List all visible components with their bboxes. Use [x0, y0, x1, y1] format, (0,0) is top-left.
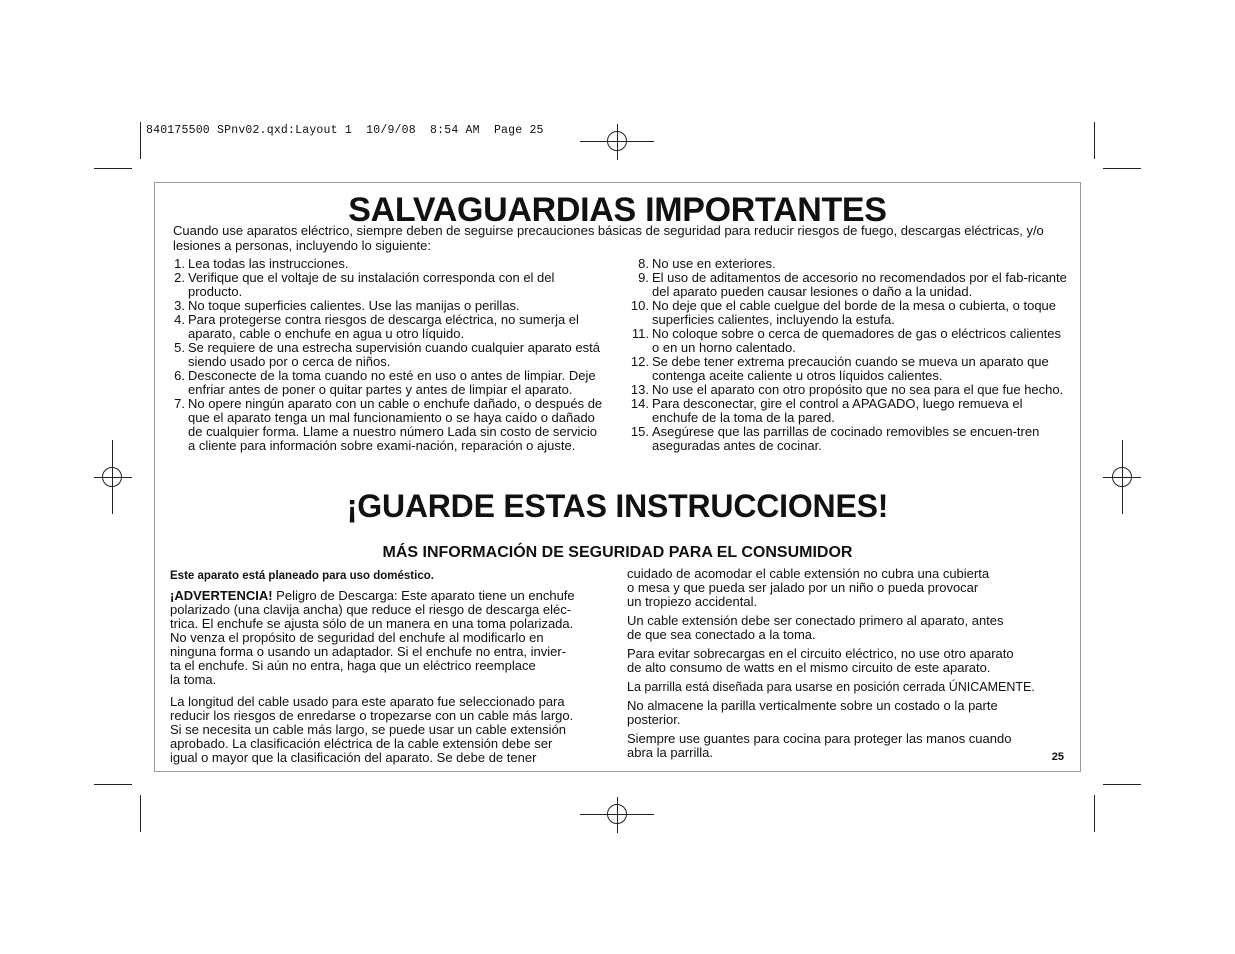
safeguard-text: No deje que el cable cuelgue del borde de la mesa o cubierta, o toque superficies calientes, incluyendo la estufa. — [652, 298, 1057, 327]
consumer-info-paragraph: Para evitar sobrecargas en el circuito eléctrico, no use otro aparato de alto consumo de watts en el mismo circuito de este aparato. — [627, 646, 1014, 675]
safeguard-item — [173, 271, 605, 299]
safeguard-item — [629, 257, 1069, 271]
consumer-info-paragraph: cuidado de acomodar el cable extensión no cubra una cubierta o mesa y que pueda ser jalado por un niño o pueda provocar un tropiezo accidental. — [627, 566, 990, 609]
warning-text: Peligro de Descarga: Este aparato tiene un enchufe polarizado (una clavija ancha) que reduce el riesgo de descarga eléc- trica. El enchufe se ajusta sólo de un manera en una toma polarizada. No venza el propósito de seguridad del enchufe al modificarlo en ninguna forma o usando un adaptador. Si el enchufe no entra, invier- ta el enchufe. Si aún no entra, haga que un eléctrico reemplace la toma. — [170, 588, 575, 687]
safeguard-item — [173, 397, 605, 453]
safeguard-number: 5. — [174, 340, 185, 355]
safeguard-item — [173, 341, 605, 369]
save-instructions-title: ¡GUARDE ESTAS INSTRUCCIONES! — [346, 488, 889, 524]
consumer-info-right — [627, 567, 1072, 765]
intro-paragraph: Cuando use aparatos eléctrico, siempre deben de seguirse precauciones básicas de seguridad para reducir riesgos de fuego, descargas eléctricas, y/o lesiones a personas, incluyendo lo siguiente: — [173, 223, 1044, 253]
safeguard-item — [629, 327, 1069, 355]
safeguard-item — [629, 397, 1069, 425]
page-number: 25 — [1051, 751, 1064, 763]
safeguard-item — [629, 299, 1069, 327]
crop-mark-top-right-v — [1094, 122, 1095, 159]
crop-mark-bottom-left-v — [140, 795, 141, 832]
safeguard-number: 12. — [630, 354, 649, 369]
safeguard-item — [629, 425, 1069, 453]
safeguard-item — [629, 271, 1069, 299]
safeguard-item — [629, 355, 1069, 383]
cord-length-paragraph: La longitud del cable usado para este aparato fue seleccionado para reducir los riesgos de enredarse o tropezarse con un cable más largo. Si se necesita un cable más largo, se puede usar un cable extensión aprobado. La clasificación eléctrica de la cable extensión debe ser igual o mayor que la clasificación del aparato. Se debe de tener — [170, 694, 574, 765]
safeguard-text: Verifique que el voltaje de su instalación corresponda con el del producto. — [188, 270, 555, 299]
manual-page-frame — [154, 182, 1081, 772]
safeguard-text: Asegúrese que las parrillas de cocinado removibles se encuen-tren aseguradas antes de cocinar. — [652, 424, 1040, 453]
consumer-info-paragraph: La parrilla está diseñada para usarse en posición cerrada ÚNICAMENTE. — [627, 680, 1035, 694]
crop-mark-top-left-h — [94, 168, 132, 169]
safeguard-text: No use en exteriores. — [652, 256, 776, 271]
registration-bottom-circle — [607, 804, 627, 824]
safeguard-text: No use el aparato con otro propósito que no sea para el que fue hecho. — [652, 382, 1064, 397]
crop-mark-bottom-left-h — [94, 784, 132, 785]
crop-mark-top-left-v — [140, 122, 141, 159]
safeguard-number: 1. — [174, 256, 185, 271]
safeguards-list-right — [629, 257, 1069, 453]
safeguard-number: 8. — [638, 256, 649, 271]
safeguard-number: 14. — [630, 396, 649, 411]
safeguard-text: No opere ningún aparato con un cable o enchufe dañado, o después de que el aparato tenga un mal funcionamiento o se haya caído o dañado de cualquier forma. Llame a nuestro número Lada sin costo de servicio a cliente para información sobre exami-nación, reparación o ajuste. — [188, 396, 603, 453]
safeguard-text: Para protegerse contra riesgos de descarga eléctrica, no sumerja el aparato, cable o enchufe en agua u otro líquido. — [188, 312, 579, 341]
page-title: SALVAGUARDIAS IMPORTANTES — [348, 191, 887, 229]
safeguard-text: El uso de aditamentos de accesorio no recomendados por el fab-ricante del aparato pueden causar lesiones o daño a la unidad. — [652, 270, 1067, 299]
safeguard-text: Para desconectar, gire el control a APAGADO, luego remueva el enchufe de la toma de la pared. — [652, 396, 1023, 425]
safeguard-number: 9. — [638, 270, 649, 285]
safeguard-number: 2. — [174, 270, 185, 285]
safeguard-text: No coloque sobre o cerca de quemadores de gas o eléctricos calientes o en un horno calentado. — [652, 326, 1062, 355]
slug-line: 840175500 SPnv02.qxd:Layout 1 10/9/08 8:54 AM Page 25 — [146, 124, 544, 137]
consumer-info-paragraph: Siempre use guantes para cocina para proteger las manos cuando abra la parrilla. — [627, 731, 1012, 760]
safeguard-text: Desconecte de la toma cuando no esté en uso o antes de limpiar. Deje enfriar antes de poner o quitar partes y antes de limpiar el aparato. — [188, 368, 596, 397]
safeguard-item — [173, 369, 605, 397]
safeguard-number: 7. — [174, 396, 185, 411]
safeguard-number: 15. — [630, 424, 649, 439]
safeguard-text: Se requiere de una estrecha supervisión cuando cualquier aparato está siendo usado por o cerca de niños. — [188, 340, 600, 369]
crop-mark-bottom-right-v — [1094, 795, 1095, 832]
safeguard-number: 4. — [174, 312, 185, 327]
consumer-info-paragraph: Un cable extensión debe ser conectado primero al aparato, antes de que sea conectado a la toma. — [627, 613, 1004, 642]
safeguard-item — [629, 383, 1069, 397]
crop-mark-bottom-right-h — [1103, 784, 1141, 785]
safeguards-list-left — [173, 257, 605, 453]
safeguard-number: 3. — [174, 298, 185, 313]
safeguard-number: 11. — [631, 326, 649, 341]
safeguard-number: 13. — [630, 382, 649, 397]
safeguard-item — [173, 257, 605, 271]
warning-label: ¡ADVERTENCIA! — [170, 588, 273, 603]
safeguard-item — [173, 313, 605, 341]
consumer-info-left — [170, 569, 615, 770]
household-use-note: Este aparato está planeado para uso doméstico. — [170, 570, 434, 582]
safeguard-text: Se debe tener extrema precaución cuando se mueva un aparato que contenga aceite caliente u otros líquidos calientes. — [652, 354, 1049, 383]
consumer-info-paragraph: No almacene la parilla verticalmente sobre un costado o la parte posterior. — [627, 698, 998, 727]
consumer-safety-title: MÁS INFORMACIÓN DE SEGURIDAD PARA EL CONSUMIDOR — [382, 544, 853, 561]
safeguard-text: No toque superficies calientes. Use las manijas o perillas. — [188, 298, 520, 313]
safeguard-text: Lea todas las instrucciones. — [188, 256, 349, 271]
safeguard-item — [173, 299, 605, 313]
registration-top-circle — [607, 131, 627, 151]
crop-mark-top-right-h — [1103, 168, 1141, 169]
registration-left-circle — [102, 467, 122, 487]
safeguard-number: 6. — [174, 368, 185, 383]
registration-right-circle — [1112, 467, 1132, 487]
warning-paragraph — [170, 589, 615, 687]
safeguard-number: 10. — [630, 298, 649, 313]
